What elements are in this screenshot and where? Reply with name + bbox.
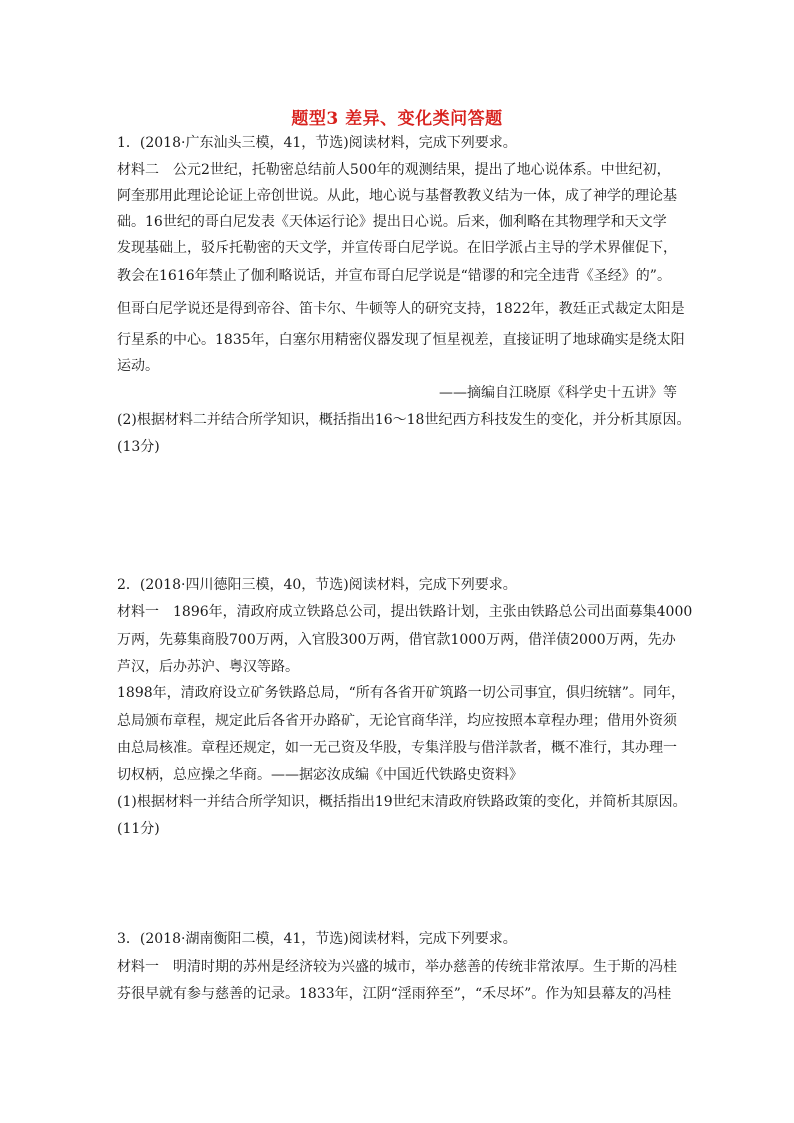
q2-material-line: 材料一 1896年，清政府成立铁路总公司，提出铁路计划，主张由铁路总公司出面募集4000 bbox=[117, 604, 693, 620]
q3-material-line: 材料一 明清时期的苏州是经济较为兴盛的城市，举办慈善的传统非常浓厚。生于斯的冯桂 bbox=[117, 959, 677, 975]
q1-material-line: 阿奎那用此理论论证上帝创世说。从此，地心说与基督教教义结为一体，成了神学的理论基 bbox=[117, 188, 677, 204]
q2-score: (11分) bbox=[117, 821, 160, 837]
q1-source: ——摘编自江晓原《科学史十五讲》等 bbox=[439, 385, 677, 401]
q1-material-line: 但哥白尼学说还是得到帝谷、笛卡尔、牛顿等人的研究支持，1822年，教廷正式裁定太阳是 bbox=[117, 301, 685, 317]
q2-material-line: 芦汉，后办苏沪、粤汉等路。 bbox=[117, 659, 299, 675]
q1-material-line: 行星系的中心。1835年，白塞尔用精密仪器发现了恒星视差，直接证明了地球确实是绕太阳 bbox=[117, 332, 685, 348]
q2-header: 2．(2018·四川德阳三模，40，节选)阅读材料，完成下列要求。 bbox=[117, 577, 517, 593]
q2-material-line: 切权柄，总应操之华商。——据宓汝成编《中国近代铁路史资料》 bbox=[117, 767, 523, 783]
q1-material-line: 发现基础上，驳斥托勒密的天文学，并宣传哥白尼学说。在旧学派占主导的学术界催促下， bbox=[117, 240, 677, 256]
q1-material-line: 教会在1616年禁止了伽利略说话，并宣布哥白尼学说是“错谬的和完全违背《圣经》的”。 bbox=[117, 268, 671, 284]
q2-material-line: 总局颁布章程，规定此后各省开办路矿，无论官商华洋，均应按照本章程办理；借用外资须 bbox=[117, 713, 677, 729]
q1-header: 1．(2018·广东汕头三模，41，节选)阅读材料，完成下列要求。 bbox=[117, 135, 517, 151]
q2-material-line: 万两，先募集商股700万两，入官股300万两，借官款1000万两，借洋债2000万两，先办 bbox=[117, 632, 676, 648]
q1-material-line: 础。16世纪的哥白尼发表《天体运行论》提出日心说。后来，伽利略在其物理学和天文学 bbox=[117, 214, 667, 230]
q1-question: (2)根据材料二并结合所学知识，概括指出16～18世纪西方科技发生的变化，并分析其原因。 bbox=[117, 412, 691, 428]
q2-material-line: 1898年，清政府设立矿务铁路总局，“所有各省开矿筑路一切公司事宜，俱归统辖”。同年， bbox=[117, 685, 685, 701]
q1-material-line: 材料二 公元2世纪，托勒密总结前人500年的观测结果，提出了地心说体系。中世纪初， bbox=[117, 162, 671, 178]
page-title: 题型3 差异、变化类问答题 bbox=[291, 109, 503, 129]
q3-material-line: 芬很早就有参与慈善的记录。1833年，江阴“淫雨猝至”，“禾尽坏”。作为知县幕友的冯桂 bbox=[117, 986, 672, 1002]
q1-material-line: 运动。 bbox=[117, 358, 159, 374]
q3-header: 3．(2018·湖南衡阳二模，41，节选)阅读材料，完成下列要求。 bbox=[117, 931, 517, 947]
q1-score: (13分) bbox=[117, 439, 160, 455]
q2-question: (1)根据材料一并结合所学知识，概括指出19世纪末清政府铁路政策的变化，并简析其原因。 bbox=[117, 794, 687, 810]
q2-material-line: 由总局核准。章程还规定，如一无己资及华股，专集洋股与借洋款者，概不准行，其办理一 bbox=[117, 740, 677, 756]
